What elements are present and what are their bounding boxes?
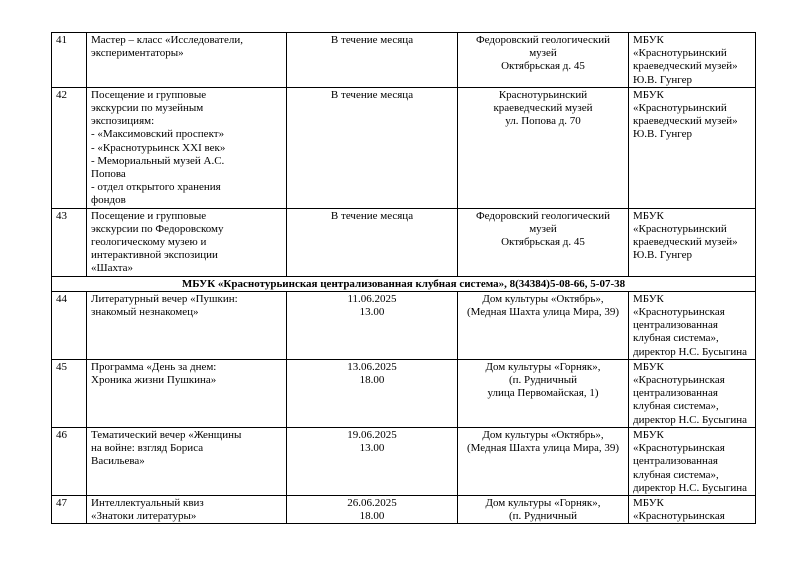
event-organizer-line: краеведческий музей» bbox=[633, 60, 738, 73]
event-organizer bbox=[629, 495, 756, 523]
events-table bbox=[51, 32, 756, 524]
event-name-line: экскурсии по Федоровскому bbox=[91, 222, 224, 235]
row-number: 41 bbox=[52, 33, 87, 88]
event-place-line: Дом культуры «Октябрь», bbox=[482, 428, 604, 441]
event-date-line: В течение месяца bbox=[330, 34, 414, 46]
event-place-line: (п. Рудничный bbox=[508, 510, 578, 523]
row-number: 44 bbox=[52, 291, 87, 359]
event-name bbox=[87, 87, 287, 208]
section-header-row bbox=[52, 276, 756, 291]
event-place-line: музей bbox=[529, 47, 557, 60]
event-name-line: экспозициям: bbox=[91, 115, 155, 128]
table-row bbox=[52, 208, 756, 276]
event-name-line: «Шахта» bbox=[91, 262, 134, 275]
event-organizer-line: МБУК bbox=[633, 292, 664, 305]
event-date-line: 18.00 bbox=[359, 510, 385, 523]
event-organizer-line: централизованная bbox=[633, 387, 718, 400]
event-place bbox=[458, 495, 629, 523]
event-organizer-line: краеведческий музей» bbox=[633, 115, 738, 128]
event-name-line: Интеллектуальный квиз bbox=[91, 496, 204, 509]
event-name bbox=[87, 33, 287, 88]
event-place-line: музей bbox=[529, 222, 557, 235]
event-name-line: Попова bbox=[91, 168, 126, 181]
event-organizer-line: централизованная bbox=[633, 455, 718, 468]
event-date bbox=[287, 359, 458, 427]
event-organizer-line: МБУК bbox=[633, 209, 664, 222]
event-organizer-line: «Краснотурьинский bbox=[633, 222, 727, 235]
event-place-line: (п. Рудничный bbox=[508, 374, 578, 387]
event-organizer-line: централизованная bbox=[633, 319, 718, 332]
event-name-line: - «Максимовский проспект» bbox=[91, 128, 225, 141]
event-organizer bbox=[629, 208, 756, 276]
event-place-line: Октябрьская д. 45 bbox=[501, 236, 585, 249]
event-place-line: Дом культуры «Горняк», bbox=[485, 496, 601, 509]
event-place-line: (Медная Шахта улица Мира, 39) bbox=[466, 442, 620, 455]
event-organizer-line: «Краснотурьинский bbox=[633, 102, 727, 115]
event-place bbox=[458, 33, 629, 88]
event-organizer-line: «Краснотурьинская bbox=[633, 306, 725, 319]
event-organizer-line: клубная система», bbox=[633, 400, 719, 413]
row-number: 45 bbox=[52, 359, 87, 427]
event-place-line: (Медная Шахта улица Мира, 39) bbox=[466, 306, 620, 319]
event-name-line: - «Краснотурьинск XXI век» bbox=[91, 141, 226, 154]
table-row bbox=[52, 495, 756, 523]
event-organizer-line: директор Н.С. Бусыгина bbox=[633, 481, 747, 494]
event-date-line: 26.06.2025 bbox=[347, 496, 397, 509]
event-place-line: Октябрьская д. 45 bbox=[501, 60, 585, 73]
event-name-line: знакомый незнакомец» bbox=[91, 306, 199, 319]
event-place bbox=[458, 359, 629, 427]
event-name-line: фондов bbox=[91, 194, 126, 207]
event-name bbox=[87, 427, 287, 495]
event-date bbox=[287, 33, 458, 88]
event-place bbox=[458, 208, 629, 276]
event-date-line: 13.06.2025 bbox=[347, 360, 397, 373]
event-place-line: Федоровский геологический bbox=[475, 34, 611, 46]
event-organizer bbox=[629, 359, 756, 427]
event-place-line: Дом культуры «Октябрь», bbox=[482, 292, 604, 305]
event-organizer-line: МБУК bbox=[633, 360, 664, 373]
event-organizer-line: «Краснотурьинская bbox=[633, 442, 725, 455]
event-date-line: В течение месяца bbox=[330, 209, 414, 222]
row-number: 46 bbox=[52, 427, 87, 495]
event-place-line: краеведческий музей bbox=[493, 102, 593, 115]
event-place-line: Федоровский геологический bbox=[475, 209, 611, 222]
event-organizer bbox=[629, 291, 756, 359]
event-date bbox=[287, 427, 458, 495]
event-organizer-line: клубная система», bbox=[633, 332, 719, 345]
club-rows bbox=[52, 291, 756, 523]
event-name bbox=[87, 359, 287, 427]
event-place-line: Дом культуры «Горняк», bbox=[485, 360, 601, 373]
table-row bbox=[52, 33, 756, 88]
event-date-line: 18.00 bbox=[359, 374, 385, 387]
event-place bbox=[458, 291, 629, 359]
event-organizer-line: «Краснотурьинская bbox=[633, 374, 725, 387]
event-date-line: 13.00 bbox=[359, 306, 385, 319]
table-row bbox=[52, 427, 756, 495]
event-name-line: - отдел открытого хранения bbox=[91, 181, 221, 194]
event-name bbox=[87, 291, 287, 359]
row-number: 42 bbox=[52, 87, 87, 208]
event-name-line: на войне: взгляд Бориса bbox=[91, 442, 204, 455]
event-name-line: Посещение и групповые bbox=[91, 88, 207, 101]
event-organizer bbox=[629, 427, 756, 495]
event-date bbox=[287, 291, 458, 359]
event-name-line: Мастер – класс «Исследователи, bbox=[91, 34, 243, 46]
event-place-line: улица Первомайская, 1) bbox=[487, 387, 599, 400]
event-name-line: Хроника жизни Пушкина» bbox=[91, 374, 217, 387]
table-row bbox=[52, 359, 756, 427]
event-organizer bbox=[629, 87, 756, 208]
event-date bbox=[287, 208, 458, 276]
event-organizer-line: краеведческий музей» bbox=[633, 236, 738, 249]
event-name-line: - Мемориальный музей А.С. bbox=[91, 154, 225, 167]
event-place-line: ул. Попова д. 70 bbox=[505, 115, 581, 128]
event-name-line: Посещение и групповые bbox=[91, 209, 207, 222]
event-place bbox=[458, 427, 629, 495]
event-place-line: Краснотурьинский bbox=[498, 88, 588, 101]
section-row-group bbox=[52, 276, 756, 291]
table-row bbox=[52, 291, 756, 359]
event-organizer-line: МБУК bbox=[633, 34, 664, 46]
event-organizer-line: «Краснотурьинский bbox=[633, 47, 727, 60]
table-row bbox=[52, 87, 756, 208]
event-place bbox=[458, 87, 629, 208]
event-organizer-line: МБУК bbox=[633, 496, 664, 509]
event-name-line: интерактивной экспозиции bbox=[91, 249, 218, 262]
event-date-line: 11.06.2025 bbox=[347, 292, 397, 305]
row-number: 47 bbox=[52, 495, 87, 523]
event-organizer-line: «Краснотурьинская bbox=[633, 510, 725, 523]
event-date-line: В течение месяца bbox=[330, 88, 414, 101]
event-organizer-line: МБУК bbox=[633, 88, 664, 101]
event-organizer bbox=[629, 33, 756, 88]
event-organizer-line: МБУК bbox=[633, 428, 664, 441]
event-date-line: 19.06.2025 bbox=[347, 428, 397, 441]
event-name-line: Программа «День за днем: bbox=[91, 360, 217, 373]
event-name-line: экспериментаторы» bbox=[91, 47, 184, 60]
event-name-line: Тематический вечер «Женщины bbox=[91, 428, 242, 441]
event-name-line: Литературный вечер «Пушкин: bbox=[91, 292, 238, 305]
event-organizer-line: клубная система», bbox=[633, 468, 719, 481]
event-name-line: геологическому музею и bbox=[91, 236, 207, 249]
section-title: МБУК «Краснотурьинская централизованная клубная система», 8(34384)5-08-66, 5-07-38 bbox=[52, 276, 756, 291]
row-number: 43 bbox=[52, 208, 87, 276]
event-organizer-line: Ю.В. Гунгер bbox=[633, 73, 692, 86]
event-name-line: Васильева» bbox=[91, 455, 145, 468]
event-organizer-line: Ю.В. Гунгер bbox=[633, 128, 692, 141]
event-organizer-line: директор Н.С. Бусыгина bbox=[633, 413, 747, 426]
event-name-line: экскурсии по музейным bbox=[91, 102, 204, 115]
event-name bbox=[87, 495, 287, 523]
event-date-line: 13.00 bbox=[359, 442, 385, 455]
museum-rows bbox=[52, 33, 756, 277]
event-date bbox=[287, 87, 458, 208]
event-name bbox=[87, 208, 287, 276]
event-date bbox=[287, 495, 458, 523]
event-organizer-line: Ю.В. Гунгер bbox=[633, 249, 692, 262]
event-organizer-line: директор Н.С. Бусыгина bbox=[633, 345, 747, 358]
event-name-line: «Знатоки литературы» bbox=[91, 510, 197, 523]
